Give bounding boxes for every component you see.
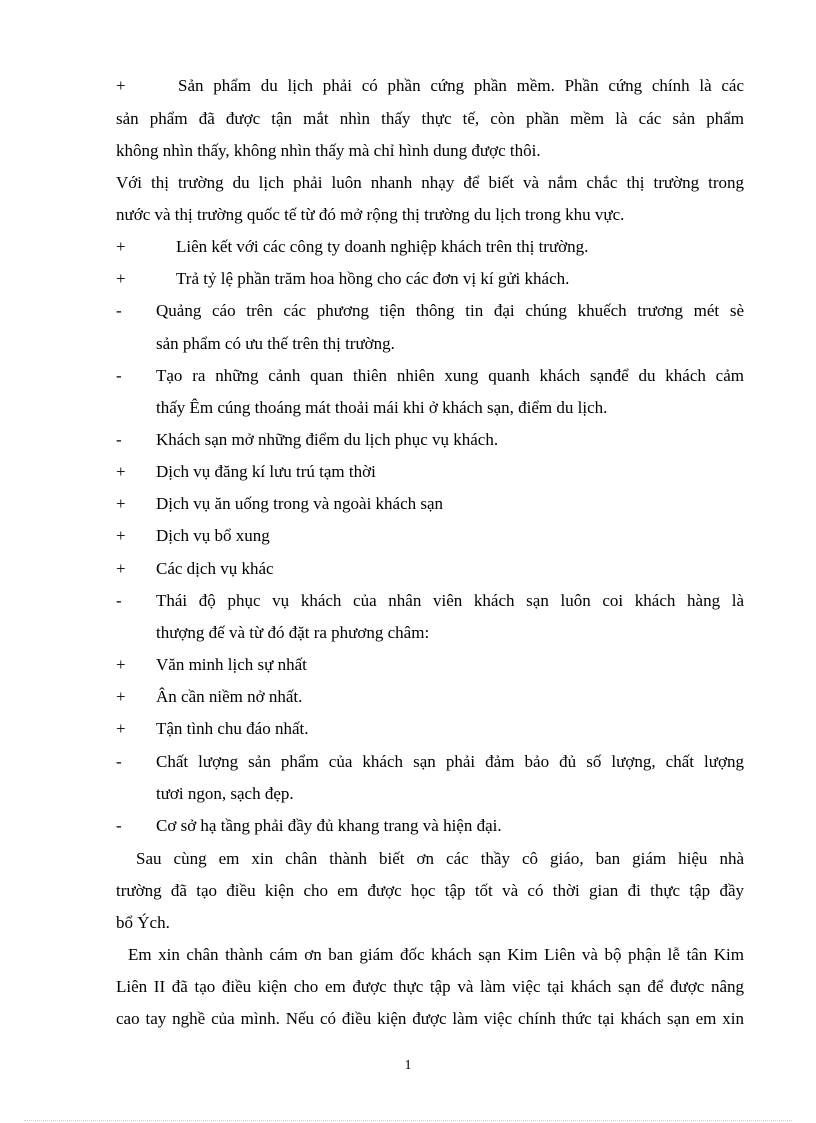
line-text: sản phẩm có ưu thế trên thị trường. [156, 334, 395, 353]
line-text: Sản phẩm du lịch phải có phần cứng phần mềm. Phần cứng chính là các [178, 76, 744, 95]
line-text: Trả tỷ lệ phần trăm hoa hồng cho các đơn vị kí gửi khách. [176, 269, 570, 288]
line-text: Em xin chân thành cám ơn ban giám đốc khách sạn Kim Liên và bộ phận lễ tân Kim [128, 945, 744, 964]
list-marker: - [116, 591, 122, 610]
list-marker: + [116, 687, 126, 706]
list-marker: - [116, 366, 122, 385]
list-marker: + [116, 559, 126, 578]
line-text: thấy Êm cúng thoáng mát thoải mái khi ở khách sạn, điểm du lịch. [156, 398, 608, 417]
line-text: tươi ngon, sạch đẹp. [156, 784, 294, 803]
line-text: Ân cần niềm nở nhất. [156, 687, 303, 706]
list-marker: - [116, 752, 122, 771]
list-marker: + [116, 494, 126, 513]
line-text: Chất lượng sản phẩm của khách sạn phải đảm bảo đủ số lượng, chất lượng [156, 752, 744, 771]
line-text: sản phẩm đã được tận mắt nhìn thấy thực tế, còn phần mềm là các sản phẩm [116, 109, 744, 128]
line-text: Dịch vụ ăn uống trong và ngoài khách sạn [156, 494, 444, 513]
list-marker: + [116, 655, 126, 674]
line-text: Văn minh lịch sự nhất [156, 655, 307, 674]
page-bottom-rule [24, 1120, 792, 1121]
line-text: bổ Ých. [116, 913, 170, 932]
list-marker: - [116, 301, 122, 320]
line-text: Tạo ra những cảnh quan thiên nhiên xung quanh khách sạnđể du khách cảm [156, 366, 744, 385]
list-marker: + [116, 269, 126, 288]
page-number: 1 [404, 1058, 412, 1073]
list-marker: - [116, 430, 122, 449]
list-marker: + [116, 76, 126, 95]
line-text: Quảng cáo trên các phương tiện thông tin đại chúng khuếch trương mét sè [156, 301, 744, 320]
list-marker: + [116, 526, 126, 545]
line-text: thượng đế và từ đó đặt ra phương châm: [156, 623, 430, 642]
line-text: cao tay nghề của mình. Nếu có điều kiện được làm việc chính thức tại khách sạn em xin [116, 1009, 744, 1028]
line-text: không nhìn thấy, không nhìn thấy mà chỉ hình dung được thôi. [116, 141, 541, 160]
list-marker: + [116, 462, 126, 481]
line-text: Dịch vụ bổ xung [156, 526, 270, 545]
line-text: Các dịch vụ khác [156, 559, 274, 578]
list-marker: + [116, 237, 126, 256]
line-text: Tận tình chu đáo nhất. [156, 719, 309, 738]
line-text: Cơ sở hạ tầng phải đầy đủ khang trang và hiện đại. [156, 816, 502, 835]
line-text: nước và thị trường quốc tế từ đó mở rộng thị trường du lịch trong khu vực. [116, 205, 625, 224]
list-marker: + [116, 719, 126, 738]
line-text: Với thị trường du lịch phải luôn nhanh nhạy để biết và nắm chắc thị trường trong [116, 173, 744, 192]
line-text: Liên II đã tạo điều kiện cho em được thực tập và làm việc tại khách sạn để được nâng [116, 977, 744, 996]
list-marker: - [116, 816, 122, 835]
line-text: Thái độ phục vụ khách của nhân viên khách sạn luôn coi khách hàng là [156, 591, 744, 610]
line-text: trường đã tạo điều kiện cho em được học tập tốt và có thời gian đi thực tập đầy [116, 881, 744, 900]
line-text: Sau cùng em xin chân thành biết ơn các thầy cô giáo, ban giám hiệu nhà [136, 849, 744, 868]
line-text: Liên kết với các công ty doanh nghiệp khách trên thị trường. [176, 237, 589, 256]
line-text: Khách sạn mở những điểm du lịch phục vụ khách. [156, 430, 499, 449]
line-text: Dịch vụ đăng kí lưu trú tạm thời [156, 462, 376, 481]
